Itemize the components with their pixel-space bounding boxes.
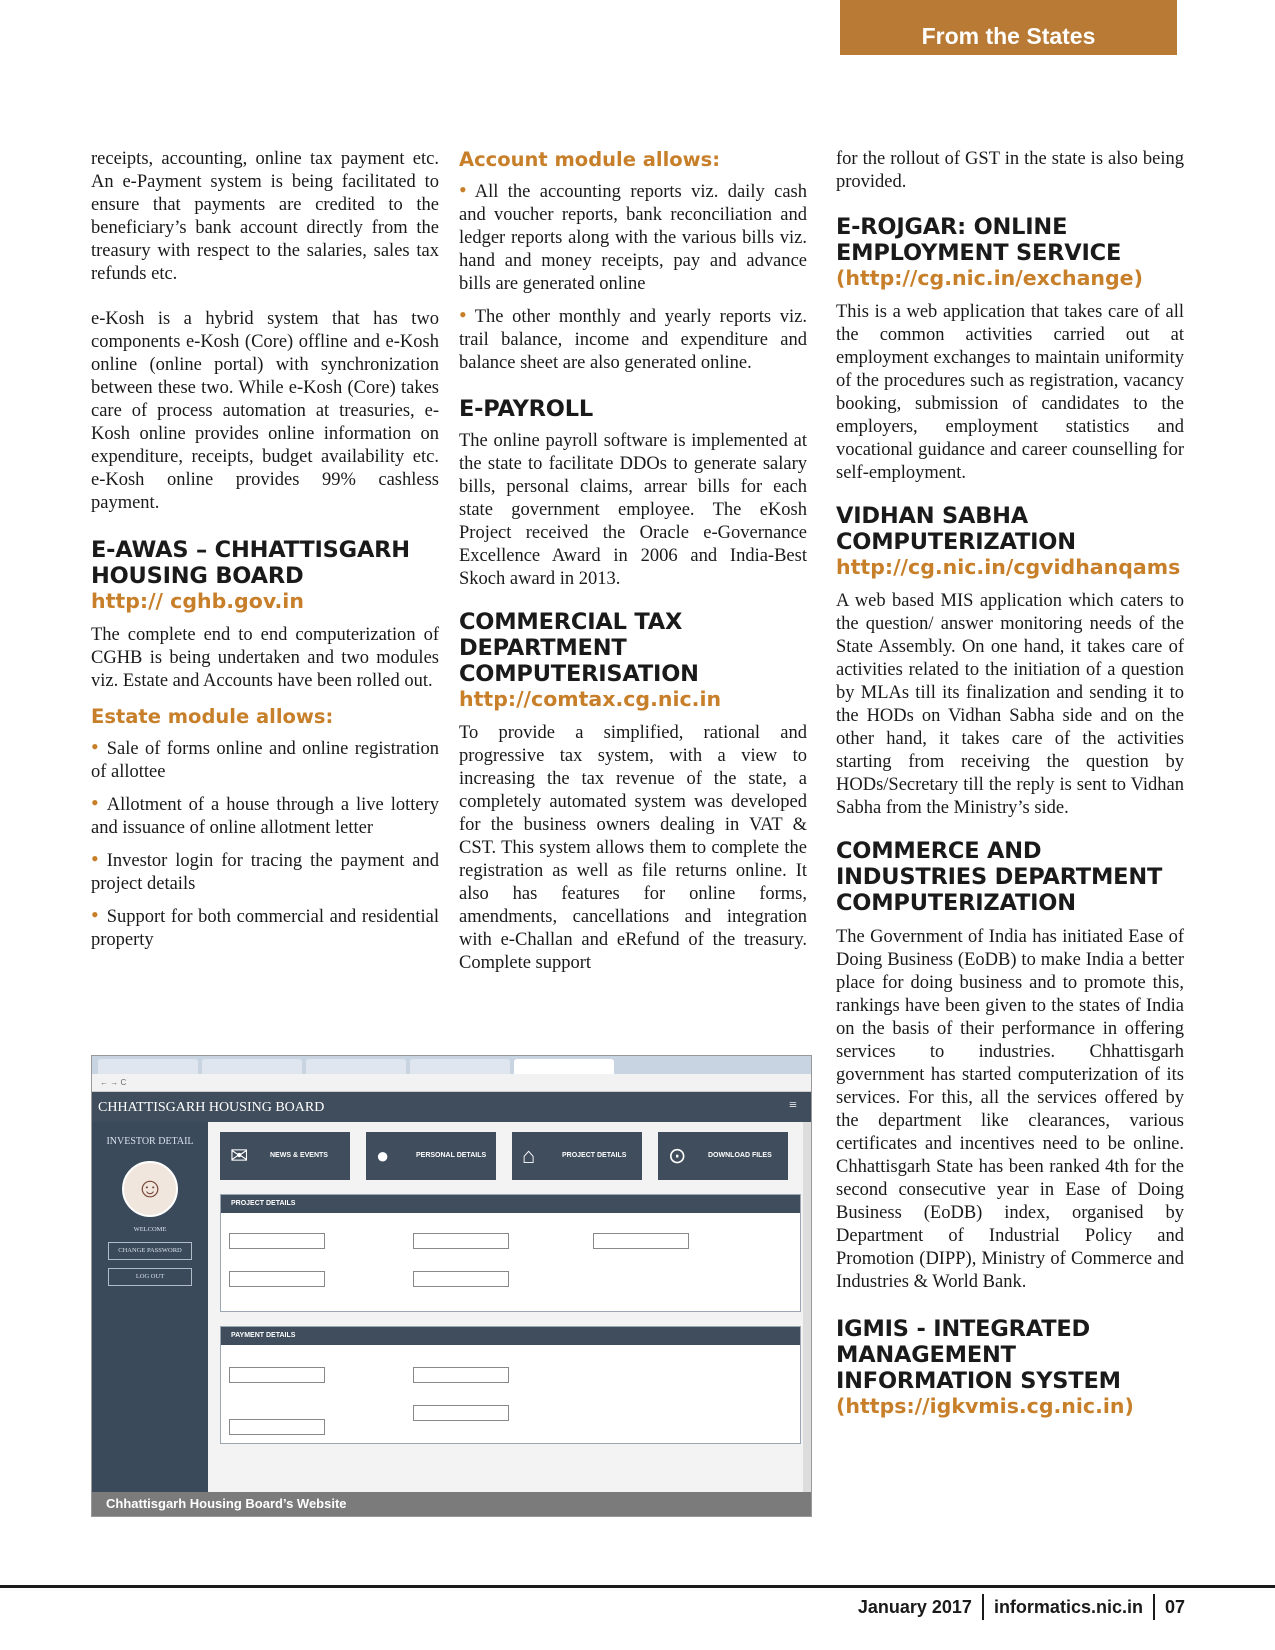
site-title: CHHATTISGARH HOUSING BOARD: [98, 1100, 325, 1115]
website-screenshot-figure: [91, 1055, 812, 1517]
paragraph: The online payroll software is implemented at the state to facilitate DDOs to generate salary bills, personal claims, arrear bills for each state government employee. The eKosh Project received the Oracle e-Governance Excellence Award in 2006 and India-Best Skoch award in 2013.: [459, 431, 807, 589]
paragraph: This is a web application that takes care of all the common activities carried out at employment exchanges to maintain uniformity of the procedures such as registration, vacancy booking, submission of candidates to the employers, employment statistics and vocational guidance and career counselling for self-employment.: [836, 302, 1184, 483]
footer: [858, 1594, 1185, 1620]
browser-tab: [98, 1059, 198, 1074]
avatar-icon: ☺: [122, 1161, 178, 1217]
link-vidhan[interactable]: http://cg.nic.in/cgvidhanqams: [836, 555, 1181, 579]
browser-tab: [202, 1059, 302, 1074]
column-3: [836, 148, 1184, 1429]
site-main: [208, 1122, 811, 1517]
browser-tab: [410, 1059, 510, 1074]
column-1: [91, 148, 439, 959]
subheading-account: Account module allows:: [459, 148, 721, 171]
heading-comtax: COMMERCIAL TAX DEPARTMENT COMPUTERISATION: [459, 609, 699, 687]
footer-separator: [982, 1594, 984, 1620]
list-item: • All the accounting reports viz. daily cash and voucher reports, bank reconciliation and ledger reports along with the various bills viz. hand and money receipts, pay and advance bills are generated online: [459, 177, 807, 294]
heading-igmis: IGMIS - INTEGRATED MANAGEMENT INFORMATION SYSTEM: [836, 1316, 1121, 1394]
paragraph: The complete end to end computerization of CGHB is being undertaken and two modules viz. Estate and Accounts have been rolled out.: [91, 625, 439, 691]
footer-date: January 2017: [857, 1596, 972, 1617]
paragraph: receipts, accounting, online tax payment etc. An e-Payment system is being facilitated to ensure that payments are credited to the beneficiary’s bank account directly from the treasury with respect to the salaries, sales tax refunds etc.: [91, 149, 439, 284]
logout-button: LOG OUT: [108, 1268, 192, 1286]
tile-news: ✉ NEWS & EVENTS: [220, 1132, 350, 1180]
panel-heading: PROJECT DETAILS: [221, 1195, 800, 1213]
list-item: • The other monthly and yearly reports viz. trail balance, income and expenditure and balance sheet are also generated online.: [459, 302, 807, 373]
link-comtax[interactable]: http://comtax.cg.nic.in: [459, 687, 722, 711]
download-icon: ⊙: [668, 1143, 687, 1168]
paragraph: The Government of India has initiated Ease of Doing Business (EoDB) to make India a better place for doing business and to promote this, rankings have been given to the states of India on the basis of their performance in offering services to industries. Chhattisgarh government has started computerization of its services. For this, all the services offered by the department like clearances, various certificates and incentives need to be online. Chhattisgarh State has been ranked 4th for the second consecutive year in Ease of Doing Business (EoDB) index, organised by Department of Industrial Policy and Promotion (DIPP), Ministry of Commerce and Industries & World Bank.: [836, 927, 1184, 1292]
browser-tab: [306, 1059, 406, 1074]
footer-site[interactable]: informatics.nic.in: [993, 1596, 1143, 1617]
link-cghb[interactable]: http:// cghb.gov.in: [91, 589, 304, 613]
list-item: • Investor login for tracing the payment and project details: [91, 846, 439, 894]
browser-url-bar: ← → C: [92, 1074, 811, 1092]
footer-rule: [0, 1585, 1275, 1588]
heading-commerce: COMMERCE AND INDUSTRIES DEPARTMENT COMPUTERIZATION: [836, 838, 1163, 916]
heading-vidhan: VIDHAN SABHA COMPUTERIZATION: [836, 503, 1076, 555]
paragraph: A web based MIS application which caters to the question/ answer monitoring needs of the State Assembly. On one hand, it takes care of activities related to the initiation of a question by MLAs till its finalization and sending it to the HODs on Vidhan Sabha side and on the other hand, it takes care of the activities starting from receiving the question by HODs/Secretary till the reply is sent to Vidhan Sabha from the Ministry’s side.: [836, 591, 1184, 818]
payment-details-panel: [220, 1326, 801, 1444]
paragraph: e-Kosh is a hybrid system that has two components e-Kosh (Core) offline and e-Kosh online (online portal) with synchronization between these two. While e-Kosh (Core) takes care of process automation at treasuries, e-Kosh online provides online information on expenditure, receipts, budget availability etc. e-Kosh online provides 99% cashless payment.: [91, 309, 439, 513]
investor-sidebar: [92, 1122, 208, 1517]
tile-project: ⌂ PROJECT DETAILS: [512, 1132, 642, 1180]
heading-eawas: E-AWAS – CHHATTISGARH HOUSING BOARD: [91, 537, 410, 589]
list-item: • Allotment of a house through a live lottery and issuance of online allotment letter: [91, 790, 439, 838]
estate-list: [91, 735, 439, 952]
browser-tab-active: [514, 1059, 614, 1074]
paragraph: To provide a simplified, rational and progressive tax system, with a view to increasing the tax revenue of the state, a completely automated system was developed for the business owners dealing in VAT & CST. This system allows them to complete the registration as well as file returns online. It also has features for online forms, amendments, cancellations and integration with e-Challan and eRefund of the treasury. Complete support: [459, 723, 807, 973]
tile-download: ⊙ DOWNLOAD FILES: [658, 1132, 788, 1180]
sidebar-title: INVESTOR DETAIL: [106, 1136, 194, 1147]
envelope-icon: ✉: [230, 1143, 249, 1168]
link-igmis[interactable]: (https://igkvmis.cg.nic.in): [836, 1394, 1134, 1418]
heading-rojgar: E-ROJGAR: ONLINE EMPLOYMENT SERVICE: [836, 214, 1122, 266]
list-item: • Sale of forms online and online registration of allottee: [91, 734, 439, 782]
column-2: [459, 148, 807, 975]
panel-heading: PAYMENT DETAILS: [221, 1327, 800, 1345]
subheading-estate: Estate module allows:: [91, 705, 334, 728]
account-list: [459, 178, 807, 375]
section-tag: From the States: [840, 0, 1177, 55]
project-details-panel: [220, 1194, 801, 1312]
link-rojgar[interactable]: (http://cg.nic.in/exchange): [836, 266, 1143, 290]
tile-personal: ● PERSONAL DETAILS: [366, 1132, 496, 1180]
hamburger-menu-icon: ≡: [789, 1098, 797, 1113]
list-item: • Support for both commercial and residential property: [91, 902, 439, 950]
paragraph: for the rollout of GST in the state is also being provided.: [836, 149, 1184, 192]
home-icon: ⌂: [522, 1143, 536, 1168]
person-icon: ●: [376, 1143, 390, 1168]
site-header: [92, 1092, 811, 1122]
scrollbar: [803, 1122, 811, 1517]
heading-payroll: E-PAYROLL: [459, 396, 594, 422]
browser-tab-strip: [92, 1056, 811, 1074]
welcome-text: WELCOME: [133, 1226, 167, 1233]
change-password-button: CHANGE PASSWORD: [108, 1242, 192, 1260]
figure-caption: Chhattisgarh Housing Board’s Website: [92, 1492, 811, 1516]
page-number: 07: [1164, 1596, 1185, 1617]
footer-separator: [1153, 1594, 1155, 1620]
